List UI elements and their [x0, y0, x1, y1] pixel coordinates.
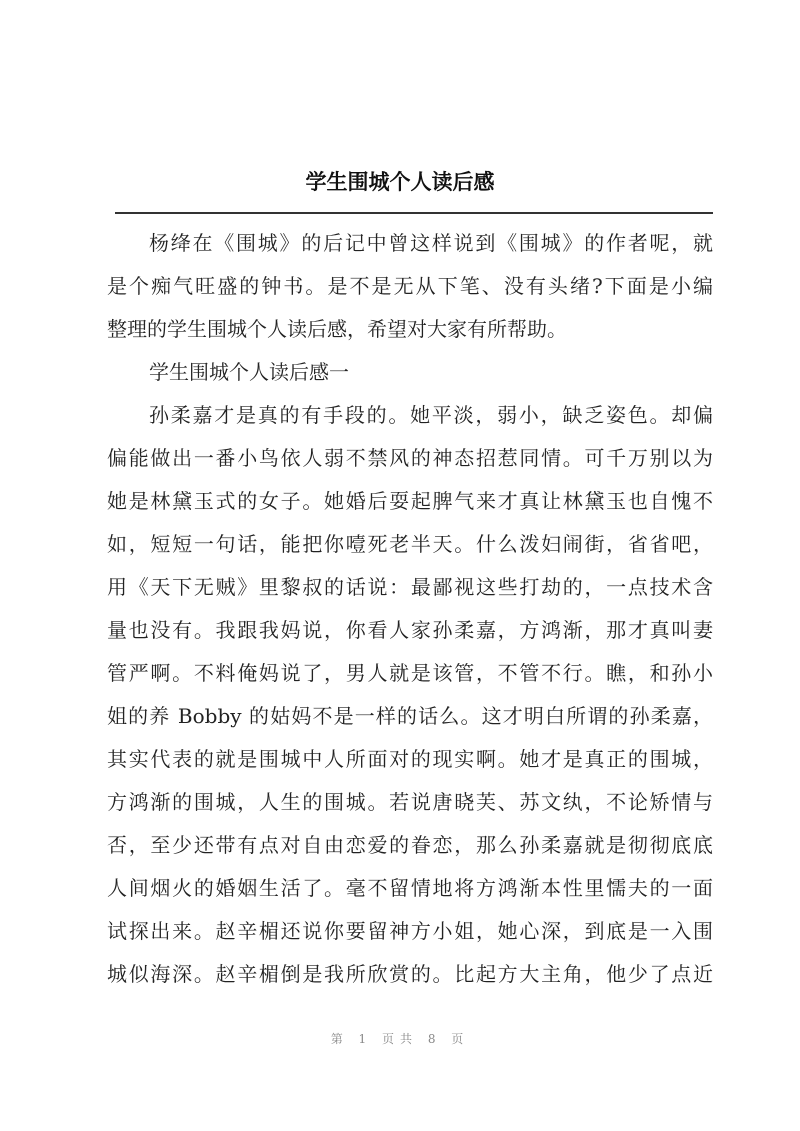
paragraph-line: 孙柔嘉才是真的有手段的。她平淡，弱小，缺乏姿色。却偏: [149, 403, 713, 427]
paragraph-line: 用《天下无贼》里黎叔的话说：最鄙视这些打劫的，一点技术含: [107, 575, 713, 599]
paragraph-line: 人间烟火的婚姻生活了。毫不留情地将方鸿渐本性里懦夫的一面: [107, 876, 713, 900]
paragraph-line: 偏能做出一番小鸟依人弱不禁风的神态招惹同情。可千万别以为: [107, 446, 713, 470]
paragraph-line: 方鸿渐的围城，人生的围城。若说唐晓芙、苏文纨，不论矫情与: [107, 790, 713, 814]
paragraph-line: 杨绛在《围城》的后记中曾这样说到《围城》的作者呢，就: [149, 231, 713, 255]
paragraph-line: 姐的养 Bobby 的姑妈不是一样的话么。这才明白所谓的孙柔嘉，: [107, 704, 713, 728]
paragraph-line: 城似海深。赵辛楣倒是我所欣赏的。比起方大主角，他少了点近: [107, 962, 713, 986]
document-body: [107, 222, 713, 996]
document-title: 学生围城个人读后感: [305, 170, 495, 194]
paragraph-line: 其实代表的就是围城中人所面对的现实啊。她才是真正的围城，: [107, 747, 713, 771]
paragraph-line: 如，短短一句话，能把你噎死老半天。什么泼妇闹街，省省吧，: [107, 532, 713, 556]
paragraph-line: 量也没有。我跟我妈说，你看人家孙柔嘉，方鸿渐，那才真叫妻: [107, 618, 713, 642]
paragraph-line: 她是林黛玉式的女子。她婚后耍起脾气来才真让林黛玉也自愧不: [107, 489, 713, 513]
paragraph-line: 是个痴气旺盛的钟书。是不是无从下笔、没有头绪?下面是小编: [107, 274, 713, 298]
paragraph-line: 试探出来。赵辛楣还说你要留神方小姐，她心深，到底是一入围: [107, 919, 713, 943]
paragraph-line: 整理的学生围城个人读后感，希望对大家有所帮助。: [107, 317, 567, 341]
title-divider: [115, 212, 713, 214]
page-number: 第 1 页共 8 页: [330, 1032, 470, 1046]
section-heading: 学生围城个人读后感一: [149, 360, 349, 384]
paragraph-line: 否，至少还带有点对自由恋爱的眷恋，那么孙柔嘉就是彻彻底底: [107, 833, 713, 857]
paragraph-line: 管严啊。不料俺妈说了，男人就是该管，不管不行。瞧，和孙小: [107, 661, 713, 685]
